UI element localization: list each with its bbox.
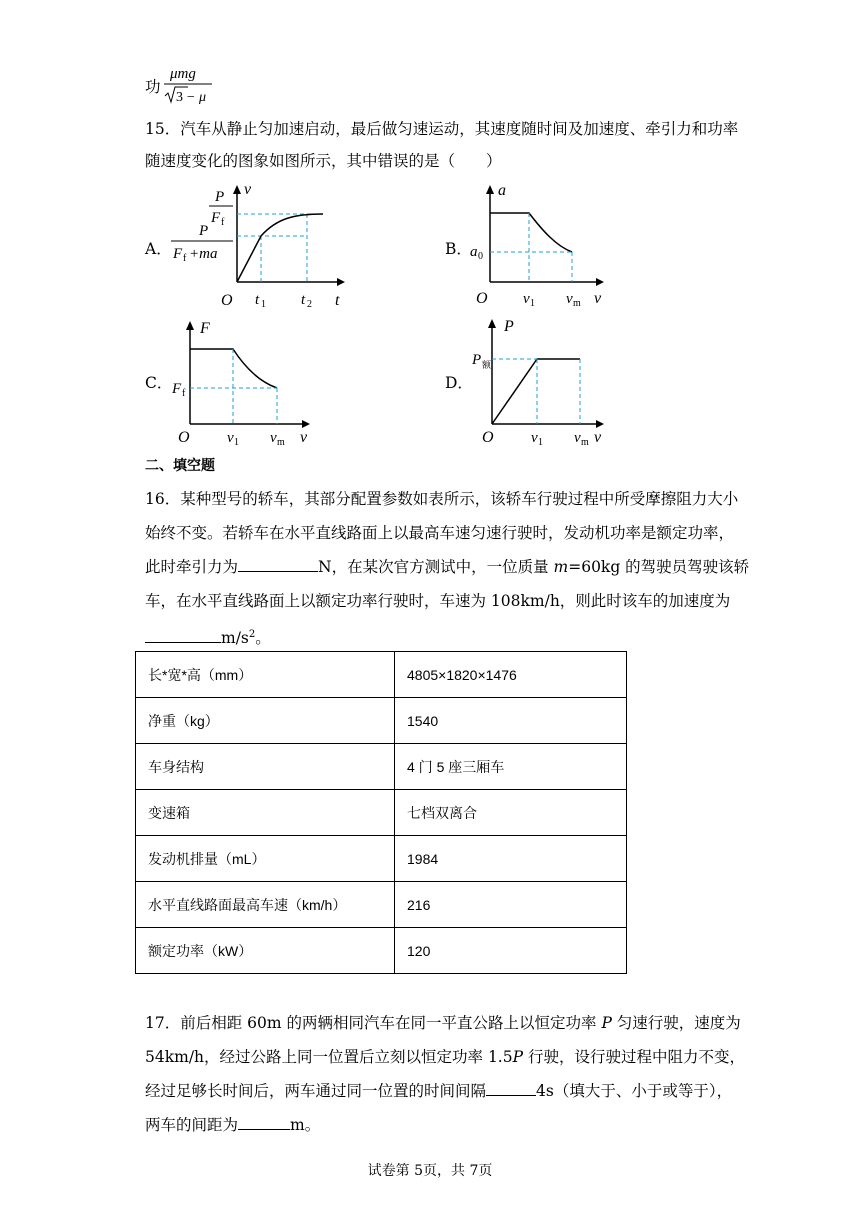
graph-d-xtick1-sub: 1 [538,437,543,448]
q16-line3 [145,556,749,578]
graph-a-y-label: v [244,181,252,198]
graph-c-xtick2-sub: m [277,437,285,448]
graph-a-ytick1-den-sub: f [221,217,225,228]
answer-blank-distance[interactable] [238,1114,290,1130]
section-title: 二、填空题 [145,458,215,474]
q17-line3-a: 经过足够长时间后，两车通过同一位置的时间间隔 [145,1082,487,1100]
q16-line1: 16．某种型号的轿车，其部分配置参数如表所示，该轿车行驶过程中所受摩擦阻力大小 [145,490,739,508]
graph-a-ytick2-den-rest: +ma [189,246,218,262]
q17-line3 [145,1080,732,1102]
graph-d-xtick1: v [531,430,538,446]
graph-a-ytick1-den: F [211,210,221,226]
q17-line1-p: P [601,1014,612,1032]
graph-c-ytick: F [172,381,182,397]
table-row [136,882,627,928]
q16-line2: 始终不变。若轿车在水平直线路面上以最高车速匀速行驶时，发动机功率是额定功率， [145,524,735,542]
table-cell: 变速箱 [136,790,395,836]
graph-c-curve [190,349,277,388]
graph-c-y-label: F [200,320,210,337]
graph-b-origin: O [476,290,488,307]
table-cell: 120 [395,928,627,974]
graph-b-ytick: a [470,244,478,260]
table-cell: 长*宽*高（mm） [136,652,395,698]
table-cell: 216 [395,882,627,928]
table-cell: 4 门 5 座三厢车 [395,744,627,790]
graph-a-x-label: t [335,292,340,309]
q15-line1: 15．汽车从静止匀加速启动，最后做匀速运动，其速度随时间及加速度、牵引力和功率 [145,120,739,138]
q15-option-a-label: A． [145,240,172,258]
graph-d-origin: O [482,429,494,446]
graph-d-x-label: v [594,429,602,446]
table-row [136,928,627,974]
q17-line1 [145,1012,741,1034]
table-row [136,790,627,836]
graph-c [166,314,326,448]
answer-blank-force[interactable] [238,556,318,572]
top-fraction [160,62,220,108]
q17-line4-a: 两车的间距为 [145,1116,239,1134]
graph-b [468,178,618,310]
q17-line1-b: 匀速行驶，速度为 [611,1014,741,1032]
arrow-right-icon [302,420,310,428]
table-cell: 七档双离合 [395,790,627,836]
arrow-up-icon [186,321,194,330]
top-prefix: 功 [145,78,161,96]
graph-c-xtick2: v [270,430,277,446]
q16-line5 [145,624,271,649]
graph-a-ytick2-num: P [199,223,209,239]
graph-a-ytick1-num: P [215,189,225,205]
graph-b-xtick2: v [566,291,573,307]
graph-a-xtick2: t [301,292,306,308]
q17-line4 [145,1114,320,1136]
arrow-right-icon [596,278,604,286]
table-row [136,698,627,744]
table-cell: 水平直线路面最高车速（km/h） [136,882,395,928]
q16-line5-unit: m/s [221,629,249,648]
table-cell: 发动机排量（mL） [136,836,395,882]
table-cell: 净重（kg） [136,698,395,744]
answer-blank-acceleration[interactable] [145,627,221,643]
table-row [136,836,627,882]
graph-a-curve [237,214,323,282]
graph-c-xtick1: v [227,430,234,446]
q17-line2-a: 54km/h，经过公路上同一位置后立刻以恒定功率 1.5 [145,1048,513,1066]
graph-b-xtick1: v [523,291,530,307]
graph-d-ytick-sub: 额 [482,360,492,370]
table-row [136,652,627,698]
arrow-right-icon [337,278,345,286]
spec-table [135,651,627,974]
table-cell: 1984 [395,836,627,882]
graph-a [165,180,355,310]
q17-line1-a: 17．前后相距 60m 的两辆相同汽车在同一平直公路上以恒定功率 [145,1014,602,1032]
graph-d [468,312,618,448]
graph-c-xtick1-sub: 1 [234,437,239,448]
graph-a-ytick2-den-sub: f [183,253,187,264]
q16-line3-a: 此时牵引力为 [145,558,239,576]
q16-line3-c: =60kg 的驾驶员驾驶该轿 [568,558,750,576]
top-frac-den-sqrt: 3 [176,90,183,105]
graph-a-xtick2-sub: 2 [307,299,312,310]
q17-line2-b: 行驶，设行驶过程中阻力不变， [523,1048,745,1066]
graph-d-y-label: P [504,318,514,335]
table-cell: 4805×1820×1476 [395,652,627,698]
graph-b-xtick1-sub: 1 [530,298,535,309]
q16-line4: 车，在水平直线路面上以额定功率行驶时，车速为 108km/h，则此时该车的加速度为 [145,592,731,610]
graph-a-ytick2-den: F [173,246,183,262]
graph-c-origin: O [178,429,190,446]
q17-line2 [145,1046,745,1068]
q15-option-d-label: D． [445,374,473,392]
graph-b-y-label: a [498,182,506,199]
q16-line5-end: 。 [255,629,271,648]
q16-line3-m: m [553,558,569,576]
arrow-up-icon [488,319,496,328]
graph-b-xtick2-sub: m [573,298,581,309]
graph-a-origin: O [221,292,233,309]
graph-d-curve [492,359,580,424]
graph-a-xtick1: t [255,292,260,308]
graph-d-xtick2: v [574,430,581,446]
q15-option-c-label: C． [145,374,173,392]
table-row [136,744,627,790]
top-frac-den-rest: − μ [186,90,206,105]
top-fraction-line [145,76,161,98]
table-cell: 车身结构 [136,744,395,790]
graph-b-curve [490,213,572,252]
arrow-up-icon [486,185,494,194]
table-cell: 1540 [395,698,627,744]
table-cell: 额定功率（kW） [136,928,395,974]
arrow-up-icon [233,185,241,194]
page-footer: 试卷第 5页，共 7页 [367,1163,493,1179]
q17-line4-b: m。 [290,1116,321,1134]
q16-line5-sup: 2 [248,629,256,640]
q16-line3-b: N，在某次官方测试中，一位质量 [318,558,554,576]
top-frac-num: μmg [170,66,196,82]
graph-d-ytick: P [472,352,482,368]
q15-line2: 随速度变化的图象如图所示，其中错误的是（ ） [145,152,502,170]
q17-line3-b: 4s（填大于、小于或等于）， [536,1082,733,1100]
graph-c-ytick-sub: f [182,388,186,399]
graph-a-xtick1-sub: 1 [261,299,266,310]
arrow-right-icon [596,420,604,428]
graph-b-ytick-sub: 0 [478,251,483,262]
q15-option-b-label: B． [445,240,472,258]
graph-d-xtick2-sub: m [581,437,589,448]
graph-b-x-label: v [594,290,602,307]
graph-c-x-label: v [300,429,308,446]
answer-blank-interval[interactable] [486,1080,536,1096]
q17-line2-p: P [512,1048,524,1066]
